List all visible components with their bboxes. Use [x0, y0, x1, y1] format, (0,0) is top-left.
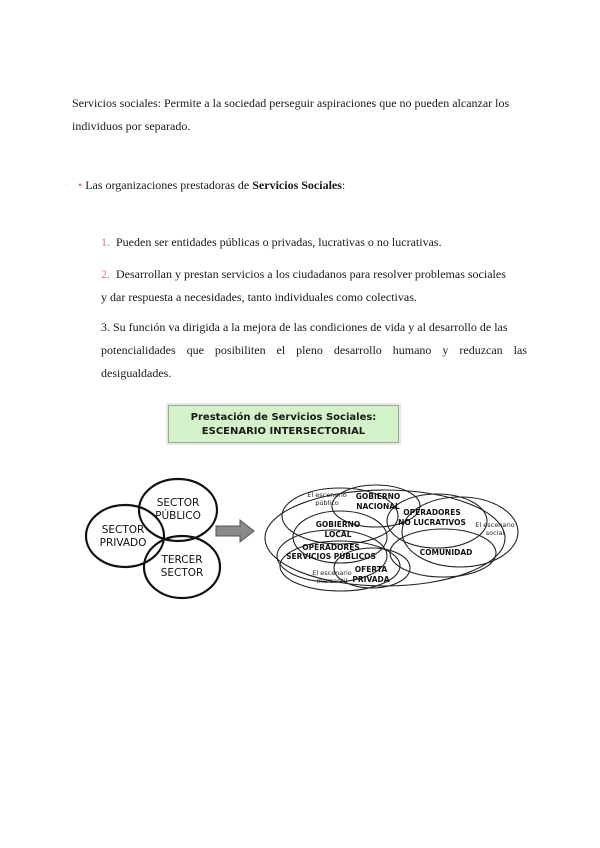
arrow-icon	[216, 520, 254, 542]
list-item-1-text: Pueden ser entidades públicas o privadas, lucrativas o no lucrativas.	[116, 235, 442, 249]
label-servicios-publicos-2: SERVICIOS PÚBLICOS	[286, 552, 376, 561]
label-sector-privado-2: PRIVADO	[99, 537, 147, 549]
label-tercer-sector-2: SECTOR	[160, 567, 204, 579]
label-escenario-mercantil-2: mercantil	[316, 577, 348, 585]
label-gobierno-local-1: GOBIERNO	[315, 520, 361, 529]
label-escenario-publico-2: público	[315, 499, 339, 507]
label-operadores-no-lucrativos-1: OPERADORES	[403, 508, 461, 517]
label-escenario-social-1: El escenario	[475, 521, 515, 529]
banner-line-1: Prestación de Servicios Sociales:	[190, 412, 377, 423]
circle-sector-privado	[86, 505, 164, 567]
label-oferta-privada-1: OFERTA	[354, 565, 388, 574]
list-item-3-line-2: potencialidades que posibiliten el pleno desarrollo humano y reduzcan las	[101, 343, 527, 357]
label-gobierno-nacional-1: GOBIERNO	[355, 492, 401, 501]
list-item-2-number: 2.	[101, 267, 110, 281]
label-tercer-sector-1: TERCER	[161, 554, 203, 566]
label-gobierno-local-2: LOCAL	[324, 530, 352, 539]
bullet-bold-text: Servicios Sociales	[252, 178, 342, 192]
label-escenario-publico-1: El escenario	[307, 491, 347, 499]
intro-line-2: individuos por separado.	[72, 119, 191, 133]
list-item-1-number: 1.	[101, 235, 110, 249]
bullet-colon: :	[341, 178, 346, 192]
label-sector-publico-2: PÚBLICO	[155, 510, 201, 522]
bullet-marker: •	[78, 178, 83, 192]
label-operadores-no-lucrativos-2: NO LUCRATIVOS	[398, 518, 466, 527]
label-servicios-publicos-1: OPERADORES	[302, 543, 360, 552]
list-item-2-line-2: y dar respuesta a necesidades, tanto individuales como colectivas.	[101, 290, 417, 304]
bullet-text: Las organizaciones prestadoras de	[85, 178, 253, 192]
label-escenario-mercantil-1: El escenario	[312, 569, 352, 577]
label-gobierno-nacional-2: NACIONAL	[356, 502, 400, 511]
banner-line-2: ESCENARIO INTERSECTORIAL	[201, 426, 366, 437]
label-sector-publico-1: SECTOR	[156, 497, 200, 509]
label-comunidad: COMUNIDAD	[419, 548, 473, 557]
label-sector-privado-1: SECTOR	[101, 524, 145, 536]
list-item-3-line-3: desigualdades.	[101, 366, 172, 380]
list-item-2-line-1: Desarrollan y prestan servicios a los ciudadanos para resolver problemas sociales	[116, 267, 506, 281]
list-item-3-line-1: Su función va dirigida a la mejora de las condiciones de vida y al desarrollo de las	[113, 320, 508, 334]
intro-line-1: Servicios sociales: Permite a la sociedad perseguir aspiraciones que no pueden alcanzar los	[72, 96, 510, 110]
label-escenario-social-2: social	[485, 529, 505, 537]
list-item-3-number: 3.	[101, 320, 110, 334]
label-oferta-privada-2: PRIVADA	[352, 575, 390, 584]
